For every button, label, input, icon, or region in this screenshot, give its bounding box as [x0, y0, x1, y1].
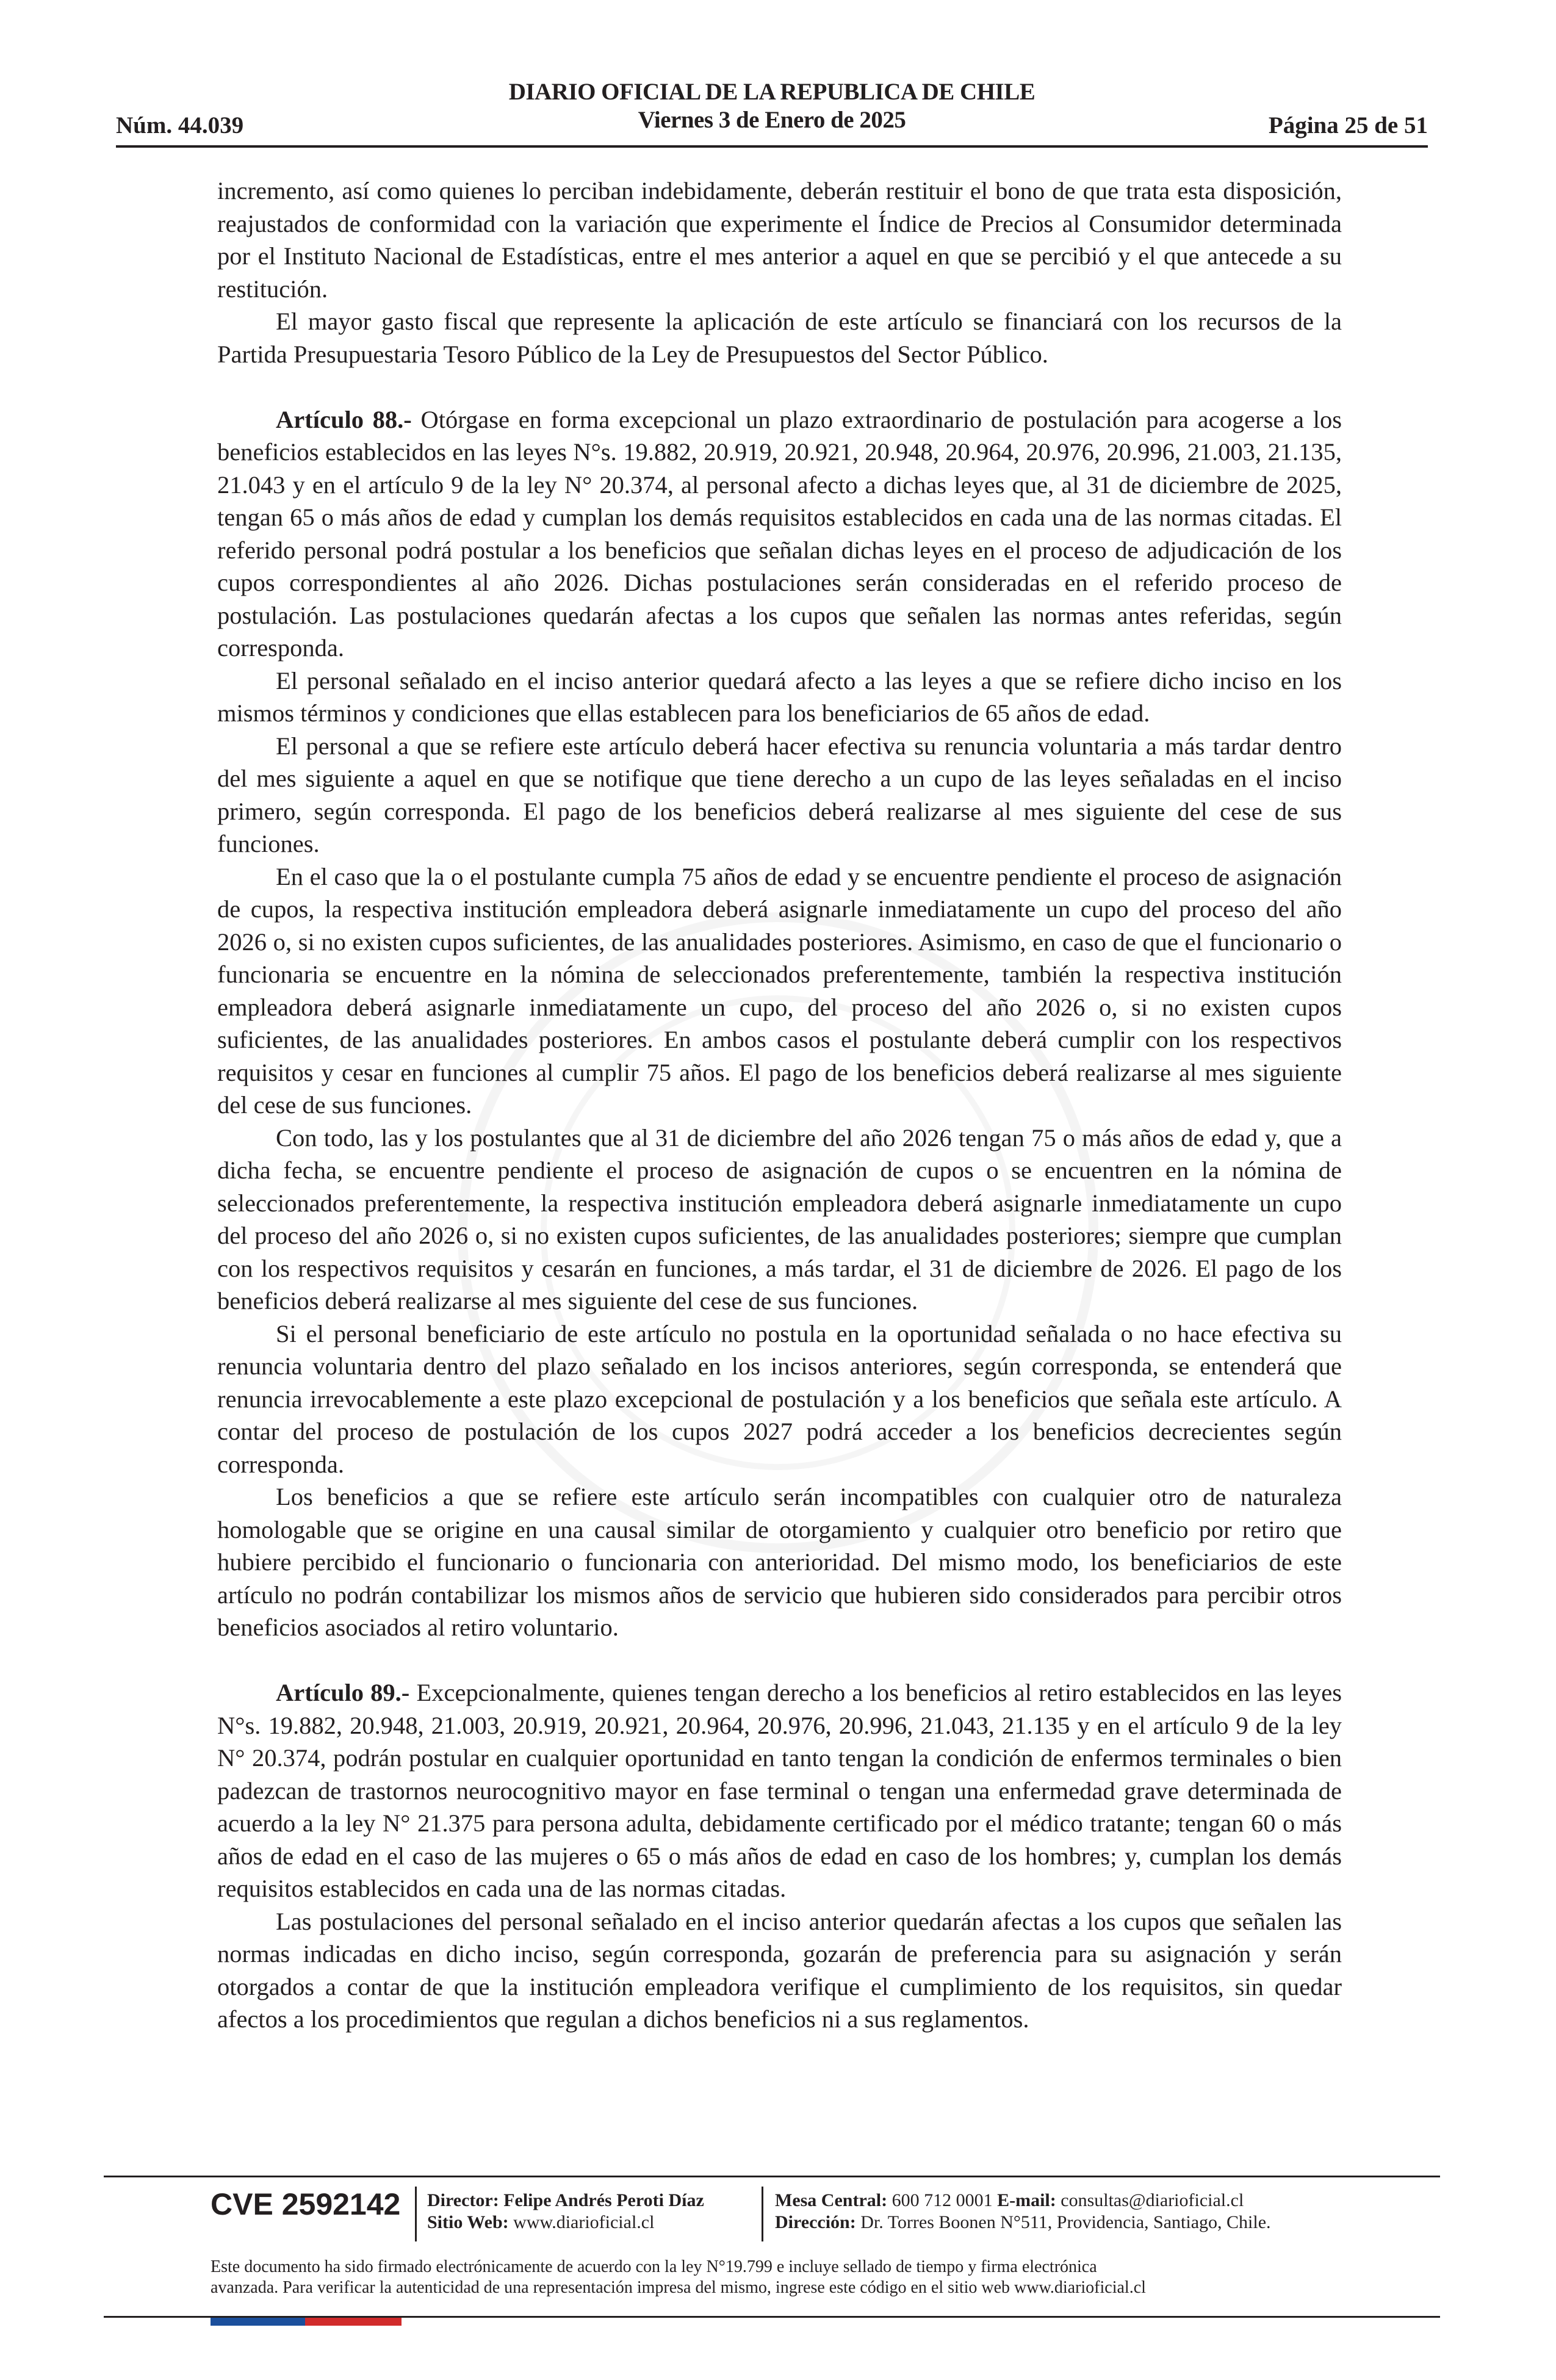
flag-stripe-red — [305, 2318, 402, 2326]
flag-stripe-blue — [211, 2318, 305, 2326]
footer-director-block — [427, 2190, 704, 2234]
director-label: Director: — [427, 2190, 499, 2210]
address-label: Dirección: — [775, 2212, 856, 2232]
phone-label: Mesa Central: — [775, 2190, 888, 2210]
header-center — [116, 78, 1428, 134]
disclaimer-line: Este documento ha sido firmado electrónicamente de acuerdo con la ley N°19.799 e incluye sellado de tiempo y firma electrónica — [211, 2257, 1097, 2276]
page-number: Página 25 de 51 — [1268, 112, 1428, 139]
footer-separator — [415, 2187, 417, 2241]
paragraph: Si el personal beneficiario de este artículo no postula en la oportunidad señalada o no hace efectiva su renuncia voluntaria dentro del plazo señalado en los incisos anteriores, según corresponda, se entenderá que renuncia irrevocablemente a este plazo excepcional de postulación y a los beneficios que señala este artículo. A contar del proceso de postulación de los cupos 2027 podrá acceder a los beneficios decrecientes según corresponda. — [217, 1319, 1342, 1478]
page-header — [116, 73, 1428, 148]
paragraph: El mayor gasto fiscal que represente la aplicación de este artículo se financiará con los recursos de la Partida Presupuestaria Tesoro Público de la Ley de Presupuestos del Sector Público. — [217, 308, 1342, 368]
cve-code: CVE 2592142 — [211, 2187, 401, 2221]
footer-divider — [104, 2176, 1440, 2177]
issue-number: Núm. 44.039 — [116, 112, 244, 139]
phone-value: 600 712 0001 — [891, 2190, 993, 2210]
website-link[interactable]: www.diarioficial.cl — [513, 2212, 655, 2232]
article-88-paragraph — [217, 403, 1342, 665]
disclaimer-line: avanzada. Para verificar la autenticidad de una representación impresa del mismo, ingrese este código en el sitio web www.diarioficial.cl — [211, 2278, 1146, 2297]
paragraph: El personal señalado en el inciso anterior quedará afecto a las leyes a que se refiere dicho inciso en los mismos términos y condiciones que ellas establecen para los beneficiarios de 65 años de edad. — [217, 666, 1342, 727]
signature-disclaimer — [211, 2257, 1352, 2298]
director-name: Felipe Andrés Peroti Díaz — [503, 2190, 704, 2210]
article-89-paragraph — [217, 1676, 1342, 1905]
website-label: Sitio Web: — [427, 2212, 509, 2232]
document-body — [217, 175, 1342, 2036]
paragraph: Con todo, las y los postulantes que al 31 de diciembre del año 2026 tengan 75 o más años de edad y, que a dicha fecha, se encuentre pendiente el proceso de asignación de cupos o se encuentren en la nómina de seleccionados preferentemente, la respectiva institución empleadora deberá asignarle inmediatamente un cupo del proceso del año 2026 o, si no existen cupos suficientes, de las anualidades posteriores; siempre que cumplan con los respectivos requisitos y cesarán en funciones, a más tardar, el 31 de diciembre de 2026. El pago de los beneficios deberá realizarse al mes siguiente del cese de sus funciones. — [217, 1123, 1342, 1314]
footer-contact-block — [775, 2190, 1271, 2234]
publication-title: DIARIO OFICIAL DE LA REPUBLICA DE CHILE — [508, 79, 1036, 105]
article-88-text: Otórgase en forma excepcional un plazo extraordinario de postulación para acogerse a los beneficios establecidos en las leyes N°s. 19.882, 20.919, 20.921, 20.948, 20.964, 20.976, 20.996, 21.003, 21.135, 21.043 y en el artículo 9 de la ley N° 20.374, al personal afecto a dichas leyes que, al 31 de diciembre de 2025, tengan 65 o más años de edad y cumplan los demás requisitos establecidos en cada una de las normas citadas. El referido personal podrá postular a los beneficios que señalan dichas leyes en el proceso de adjudicación de los cupos correspondientes al año 2026. Dichas postulaciones serán consideradas en el referido proceso de postulación. Las postulaciones quedarán afectas a los cupos que señalen las normas antes referidas, según corresponda. — [217, 405, 1342, 662]
paragraph: En el caso que la o el postulante cumpla 75 años de edad y se encuentre pendiente el proceso de asignación de cupos, la respectiva institución empleadora deberá asignarle inmediatamente un cupo del proceso del año 2026 o, si no existen cupos suficientes, de las anualidades posteriores. Asimismo, en caso de que el funcionario o funcionaria se encuentre en la nómina de seleccionados preferentemente, también la respectiva institución empleadora deberá asignarle inmediatamente un cupo, del proceso del año 2026 o, si no existen cupos suficientes, de las anualidades posteriores. En ambos casos el postulante deberá cumplir con los respectivos requisitos y cesar en funciones al cumplir 75 años. El pago de los beneficios deberá realizarse al mes siguiente del cese de sus funciones. — [217, 862, 1342, 1119]
paragraph: Los beneficios a que se refiere este artículo serán incompatibles con cualquier otro de naturaleza homologable que se origine en una causal similar de otorgamiento y cualquier otro beneficio por retiro que hubiere percibido el funcionario o funcionaria con anterioridad. Del mismo modo, los beneficiarios de este artículo no podrán contabilizar los mismos años de servicio que hubieren sido considerados para percibir otros beneficios asociados al retiro voluntario. — [217, 1483, 1342, 1641]
paragraph: incremento, así como quienes lo perciban indebidamente, deberán restituir el bono de que trata esta disposición, reajustados de conformidad con la variación que experimente el Índice de Precios al Consumidor determinada por el Instituto Nacional de Estadísticas, entre el mes anterior a aquel en que se percibió y el que antecede a su restitución. — [217, 177, 1342, 303]
article-88-heading: Artículo 88.- — [276, 405, 412, 433]
article-89-text: Excepcionalmente, quienes tengan derecho a los beneficios al retiro establecidos en las leyes N°s. 19.882, 20.948, 21.003, 20.919, 20.921, 20.964, 20.976, 20.996, 21.043, 21.135 y en el artículo 9 de la ley N° 20.374, podrán postular en cualquier oportunidad en tanto tengan la condición de enfermos terminales o bien padezcan de trastornos neurocognitivo mayor en fase terminal o tengan una enfermedad grave determinada de acuerdo a la ley N° 21.375 para persona adulta, debidamente certificado por el médico tratante; tengan 60 o más años de edad en el caso de las mujeres o 65 o más años de edad en caso de los hombres; y, cumplan los demás requisitos establecidos en cada una de las normas citadas. — [217, 1679, 1342, 1902]
email-label: E-mail: — [997, 2190, 1056, 2210]
paragraph: Las postulaciones del personal señalado en el inciso anterior quedarán afectas a los cupos que señalen las normas indicadas en dicho inciso, según corresponda, gozarán de preferencia para su asignación y serán otorgados a contar de que la institución empleadora verifique el cumplimiento de los requisitos, sin quedar afectos a los procedimientos que regulan a dichos beneficios ni a sus reglamentos. — [217, 1907, 1342, 2033]
paragraph: El personal a que se refiere este artículo deberá hacer efectiva su renuncia voluntaria a más tardar dentro del mes siguiente a aquel en que se notifique que tiene derecho a un cupo de las leyes señaladas en el inciso primero, según corresponda. El pago de los beneficios deberá realizarse al mes siguiente del cese de sus funciones. — [217, 732, 1342, 857]
address-value: Dr. Torres Boonen N°511, Providencia, Santiago, Chile. — [860, 2212, 1271, 2232]
article-89-heading: Artículo 89.- — [276, 1679, 410, 1706]
email-link[interactable]: consultas@diarioficial.cl — [1061, 2190, 1244, 2210]
publication-date: Viernes 3 de Enero de 2025 — [638, 107, 906, 133]
footer-separator — [762, 2187, 763, 2241]
